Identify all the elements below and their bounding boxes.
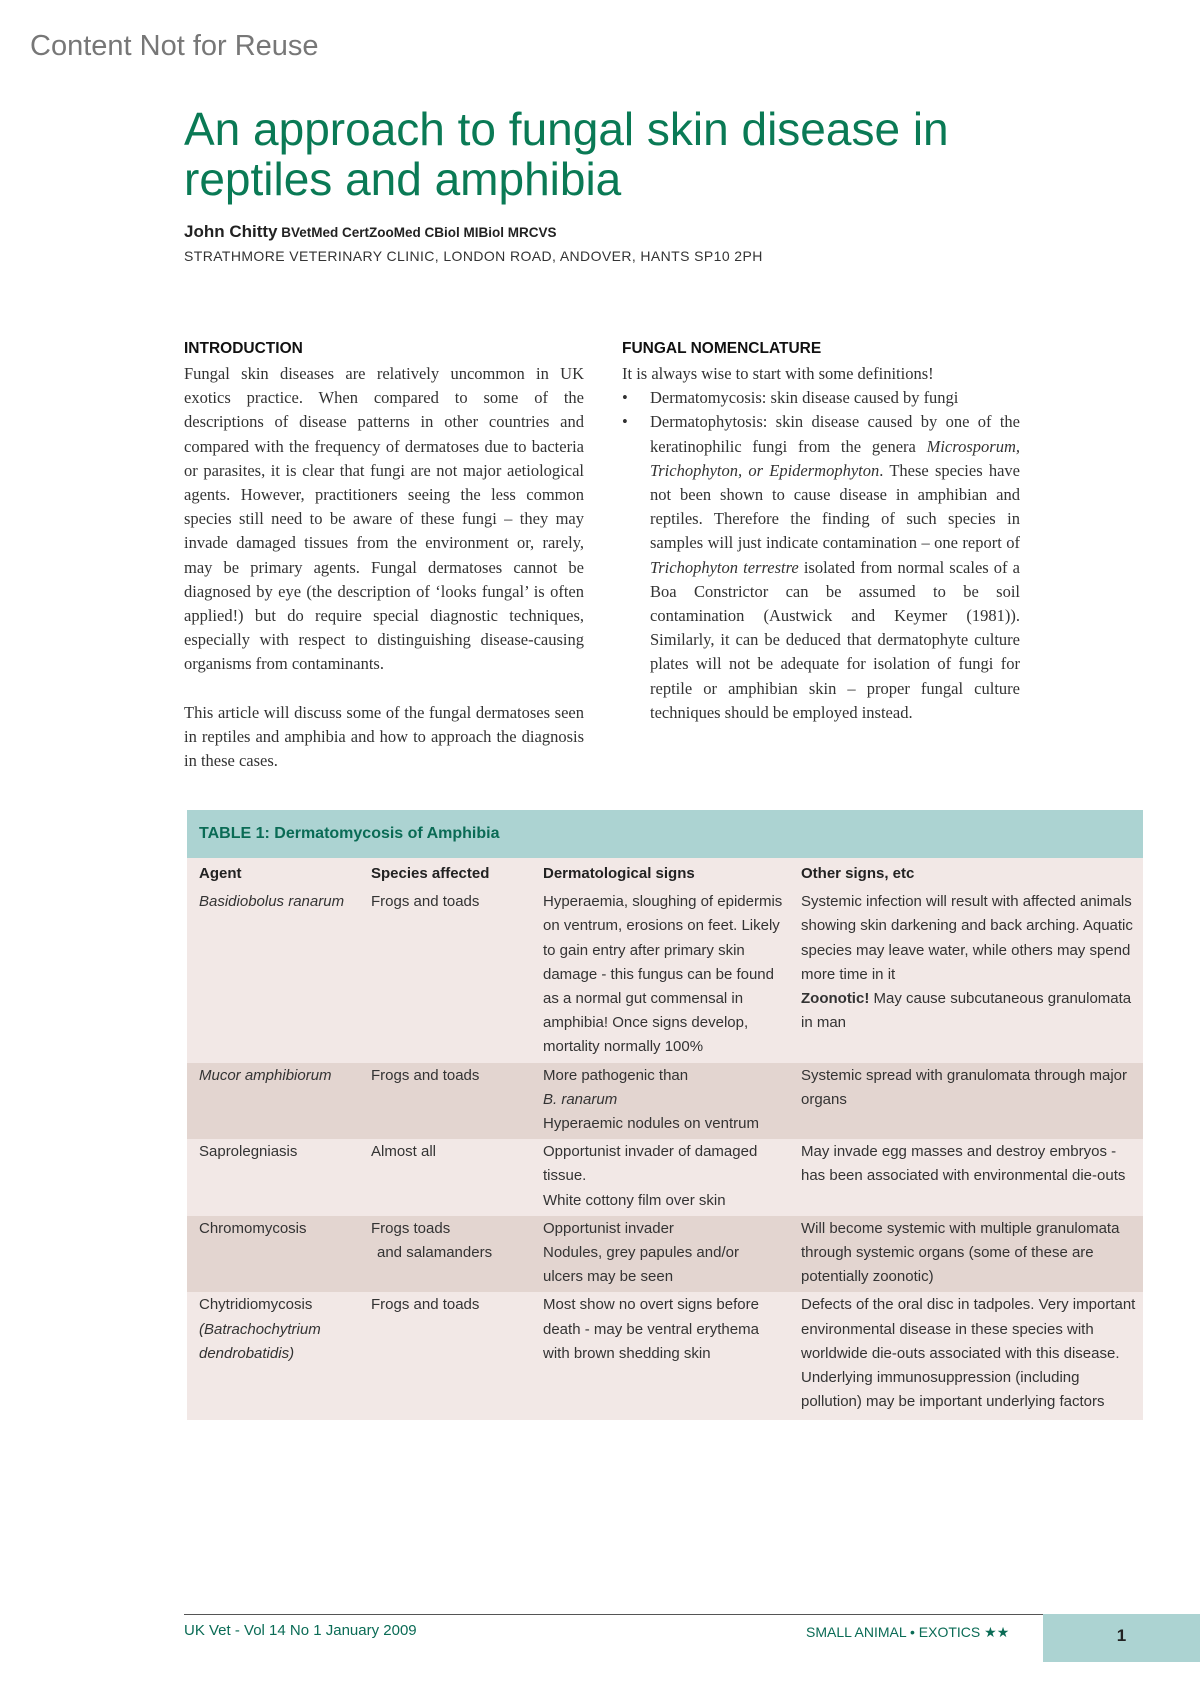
signs-text: Opportunist invader of damaged tissue. — [543, 1143, 758, 1185]
agent-cell — [187, 1063, 359, 1140]
species-cell: Frogs and toads — [371, 1296, 480, 1314]
signs-text: Nodules, grey papules and/or ulcers may be seen — [543, 1244, 739, 1286]
signs-text: More pathogenic than — [543, 1066, 689, 1084]
definitions-list — [622, 386, 1020, 725]
table-row — [187, 889, 1143, 1062]
agent-name: Chytridiomycosis — [199, 1296, 313, 1314]
list-item — [622, 410, 1020, 725]
species-cell: Almost all — [371, 1143, 437, 1161]
table-header-row — [187, 858, 1143, 889]
other-cell — [789, 889, 1143, 1062]
nomenclature-heading: FUNGAL NOMENCLATURE — [622, 340, 822, 357]
table-row — [187, 1216, 1143, 1293]
article-title: An approach to fungal skin disease in reptiles and amphibia — [184, 103, 949, 205]
signs-cell — [531, 1216, 789, 1293]
introduction-paragraph: This article will discuss some of the fungal dermatoses seen in reptiles and amphibia and how to approach the diagnosis in these cases. — [184, 702, 584, 771]
agent-cell: Saprolegniasis — [199, 1143, 298, 1161]
agent-name: Basidiobolus ranarum — [199, 893, 345, 911]
signs-cell: Most show no overt signs before death - may be ventral erythema with brown shedding skin — [543, 1296, 759, 1362]
species-text: and salamanders — [377, 1244, 493, 1262]
signs-cell — [531, 1139, 789, 1216]
species-cell: Frogs and toads — [371, 893, 480, 911]
author-qualifications: BVetMed CertZooMed CBiol MIBiol MRCVS — [281, 225, 557, 240]
table — [187, 858, 1143, 1420]
signs-cell — [531, 1063, 789, 1140]
agent-cell — [187, 889, 359, 1062]
signs-text — [543, 1088, 783, 1112]
agent-scientific-name: (Batrachochytrium dendrobatidis) — [199, 1320, 321, 1362]
table-row — [187, 1063, 1143, 1140]
list-item — [622, 386, 1020, 410]
journal-citation: UK Vet - Vol 14 No 1 January 2009 — [184, 1622, 417, 1639]
column-header: Other signs, etc — [801, 865, 915, 882]
column-header: Dermatological signs — [543, 865, 695, 882]
column-header: Agent — [199, 865, 242, 882]
definition-text: Dermatophytosis: skin disease caused by one of the keratinophilic fungi from the genera — [650, 412, 1020, 456]
species-cell — [359, 1216, 531, 1293]
author-affiliation: STRATHMORE VETERINARY CLINIC, LONDON ROAD, ANDOVER, HANTS SP10 2PH — [184, 248, 763, 264]
species-cell: Frogs and toads — [371, 1066, 480, 1084]
table-title: TABLE 1: Dermatomycosis of Amphibia — [187, 810, 1143, 858]
definition-text: . These species have not been shown to cause disease in amphibian and reptiles. Therefore the finding of such species in samples will just indicate contamination – one report of — [650, 460, 1020, 553]
other-note-text: May cause subcutaneous granulomata in man — [801, 990, 1132, 1032]
table-row — [187, 1292, 1143, 1420]
watermark: Content Not for Reuse — [30, 30, 319, 62]
other-cell: May invade egg masses and destroy embryos - has been associated with environmental die-outs — [801, 1143, 1126, 1185]
introduction-paragraph: Fungal skin diseases are relatively uncommon in UK exotics practice. When compared to some of the descriptions of disease patterns in other countries and compared with the frequency of dermatoses due to bacteria or parasites, it is clear that fungi are not major aetiological agents. However, practitioners seeing the less common species still need to be aware of these fungi – they may invade damaged tissues from the environment or, rarely, may be primary agents. Fungal dermatoses cannot be diagnosed by eye (the description of ‘looks fungal’ is often applied!) but do require special diagnostic techniques, especially with respect to distinguishing disease-causing organisms from contaminants. — [184, 364, 584, 674]
definition-text: Dermatomycosis: skin disease caused by fungi — [650, 388, 959, 408]
agent-cell — [187, 1292, 359, 1420]
author-name: John Chitty — [184, 222, 278, 241]
signs-text: Hyperaemic nodules on ventrum — [543, 1115, 759, 1133]
genera-names: Microsporum, Trichophyton, or Epidermophyton — [650, 436, 1020, 480]
species-name: Trichophyton terrestre — [650, 557, 799, 577]
agent-name: Mucor amphibiorum — [199, 1066, 332, 1084]
introduction-heading: INTRODUCTION — [184, 340, 303, 357]
column-header: Species affected — [371, 865, 490, 882]
other-cell: Will become systemic with multiple granulomata through systemic organs (some of these are potentially zoonotic) — [801, 1219, 1120, 1286]
other-text: Systemic infection will result with affected animals showing skin darkening and back arching. Aquatic species may leave water, while others may spend more time in it — [801, 893, 1133, 983]
section-label: SMALL ANIMAL • EXOTICS ★★ — [806, 1624, 1010, 1640]
bullet-icon: • — [622, 388, 628, 408]
page-number: 1 — [1043, 1614, 1200, 1662]
definition-text: isolated from normal scales of a Boa Constrictor can be assumed to be soil contamination (Austwick and Keymer (1981)). Similarly, it can be deduced that dermatophyte culture plates will not be adequate for isolation of fungi for reptile or amphibian skin – proper fungal culture techniques should be employed instead. — [650, 557, 1020, 722]
introduction-section — [184, 340, 584, 773]
nomenclature-intro: It is always wise to start with some definitions! — [622, 364, 934, 383]
species-text: Frogs toads — [371, 1219, 451, 1237]
other-cell: Systemic spread with granulomata through major organs — [801, 1066, 1127, 1108]
nomenclature-section — [622, 340, 1020, 725]
species-name: B. ranarum — [543, 1090, 618, 1108]
signs-text: White cottony film over skin — [543, 1191, 726, 1209]
author-line — [184, 222, 557, 242]
other-note — [801, 987, 1137, 1035]
bullet-icon: • — [622, 412, 628, 432]
other-cell: Defects of the oral disc in tadpoles. Very important environmental disease in these species with worldwide die-outs associated with this disease. Underlying immunosuppression (including pollution) may be important underlying factors — [801, 1296, 1136, 1411]
agent-cell: Chromomycosis — [199, 1219, 307, 1237]
zoonotic-label: Zoonotic! — [801, 990, 870, 1008]
signs-text: Opportunist invader — [543, 1219, 674, 1237]
dermatomycosis-table — [187, 810, 1143, 1420]
table-row — [187, 1139, 1143, 1216]
signs-cell: Hyperaemia, sloughing of epidermis on ventrum, erosions on feet. Likely to gain entry after primary skin damage - this fungus can be found as a normal gut commensal in amphibia! Once signs develop, mortality normally 100% — [543, 893, 783, 1056]
